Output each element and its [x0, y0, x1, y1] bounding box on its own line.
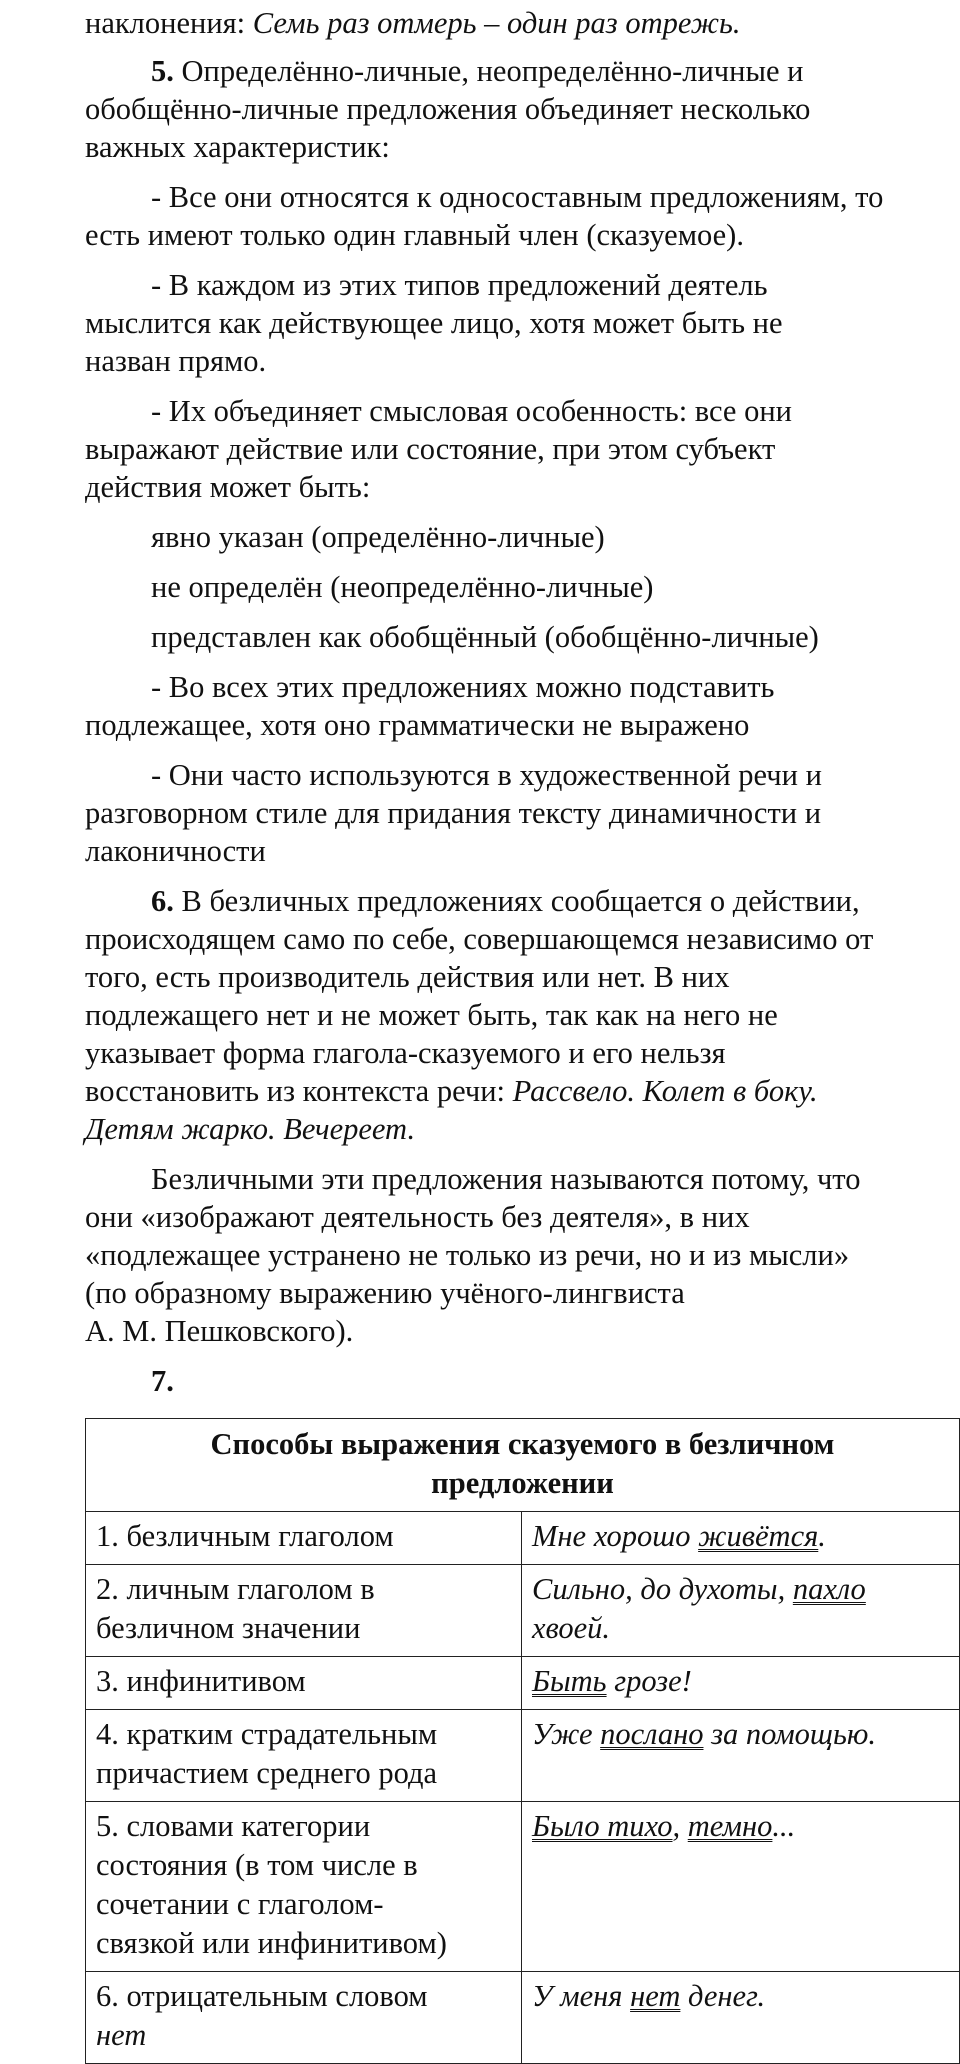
text-line: лаконичности — [85, 834, 266, 868]
table-header-line: предложении — [431, 1466, 614, 1500]
text-line: «подлежащее устранено не только из речи, но и из мысли» — [85, 1238, 850, 1272]
paragraph-5-start: 5. Определённо-личные, неопределённо-личные и — [151, 54, 804, 88]
method-cell: 5. словами категории состояния (в том числе в сочетании с глаголом- связкой или инфинитивом) — [86, 1802, 522, 1972]
bullet-line: - Во всех этих предложениях можно подставить — [151, 670, 775, 704]
table-row — [86, 1802, 960, 1972]
example-cell: Было тихо, темно... — [522, 1802, 960, 1972]
list-line: представлен как обобщённый (обобщённо-личные) — [151, 620, 819, 654]
table-header — [86, 1419, 960, 1512]
bullet-line: - Они часто используются в художественной речи и — [151, 758, 822, 792]
text-line: А. М. Пешковского). — [85, 1314, 354, 1348]
paragraph-start: Безличными эти предложения называются потому, что — [151, 1162, 861, 1196]
list-line: явно указан (определённо-личные) — [151, 520, 605, 554]
table-header-line: Способы выражения сказуемого в безличном — [210, 1427, 835, 1461]
method-cell: 4. кратким страдательным причастием среднего рода — [86, 1710, 522, 1802]
table-row — [86, 1972, 960, 2064]
example-cell: У меня нет денег. — [522, 1972, 960, 2064]
text-line: выражают действие или состояние, при этом субъект — [85, 432, 776, 466]
example-cell: Уже послано за помощью. — [522, 1710, 960, 1802]
text-line: восстановить из контекста речи: Рассвело. Колет в боку. — [85, 1074, 818, 1108]
example-cell: Мне хорошо живётся. — [522, 1512, 960, 1565]
bullet-line: - Их объединяет смысловая особенность: все они — [151, 394, 792, 428]
text-line: есть имеют только один главный член (сказуемое). — [85, 218, 744, 252]
item-7-number: 7. — [151, 1364, 174, 1398]
table-row — [86, 1710, 960, 1802]
text-line: обобщённо-личные предложения объединяет несколько — [85, 92, 811, 126]
text-line: они «изображают деятельность без деятеля», в них — [85, 1200, 750, 1234]
text-line: наклонения: Семь раз отмерь – один раз отрежь. — [85, 6, 741, 40]
paragraph-6-start: 6. В безличных предложениях сообщается о действии, — [151, 884, 860, 918]
text-line: происходящем само по себе, совершающемся независимо от — [85, 922, 874, 956]
text-line: того, есть производитель действия или нет. В них — [85, 960, 730, 994]
text-line: мыслится как действующее лицо, хотя может быть не — [85, 306, 783, 340]
text-line: подлежащее, хотя оно грамматически не выражено — [85, 708, 750, 742]
table-row — [86, 1512, 960, 1565]
text-line: назван прямо. — [85, 344, 267, 378]
text-line: (по образному выражению учёного-лингвиста — [85, 1276, 685, 1310]
text-line: важных характеристик: — [85, 130, 390, 164]
method-cell: 2. личным глаголом в безличном значении — [86, 1565, 522, 1657]
method-cell: 3. инфинитивом — [86, 1657, 522, 1710]
text-line: действия может быть: — [85, 470, 371, 504]
list-line: не определён (неопределённо-личные) — [151, 570, 654, 604]
method-cell: 6. отрицательным словом нет — [86, 1972, 522, 2064]
bullet-line: - В каждом из этих типов предложений деятель — [151, 268, 768, 302]
text-line: Детям жарко. Вечереет. — [85, 1112, 416, 1146]
text-line: указывает форма глагола-сказуемого и его нельзя — [85, 1036, 726, 1070]
example-cell: Быть грозе! — [522, 1657, 960, 1710]
text-line: разговорном стиле для придания тексту динамичности и — [85, 796, 822, 830]
table-header-row — [86, 1419, 960, 1512]
table-row — [86, 1657, 960, 1710]
method-cell: 1. безличным глаголом — [86, 1512, 522, 1565]
example-cell: Сильно, до духоты, пахло хвоей. — [522, 1565, 960, 1657]
bullet-line: - Все они относятся к односоставным предложениям, то — [151, 180, 884, 214]
text-line: подлежащего нет и не может быть, так как на него не — [85, 998, 778, 1032]
table-row — [86, 1565, 960, 1657]
predicate-table — [85, 1418, 960, 2064]
